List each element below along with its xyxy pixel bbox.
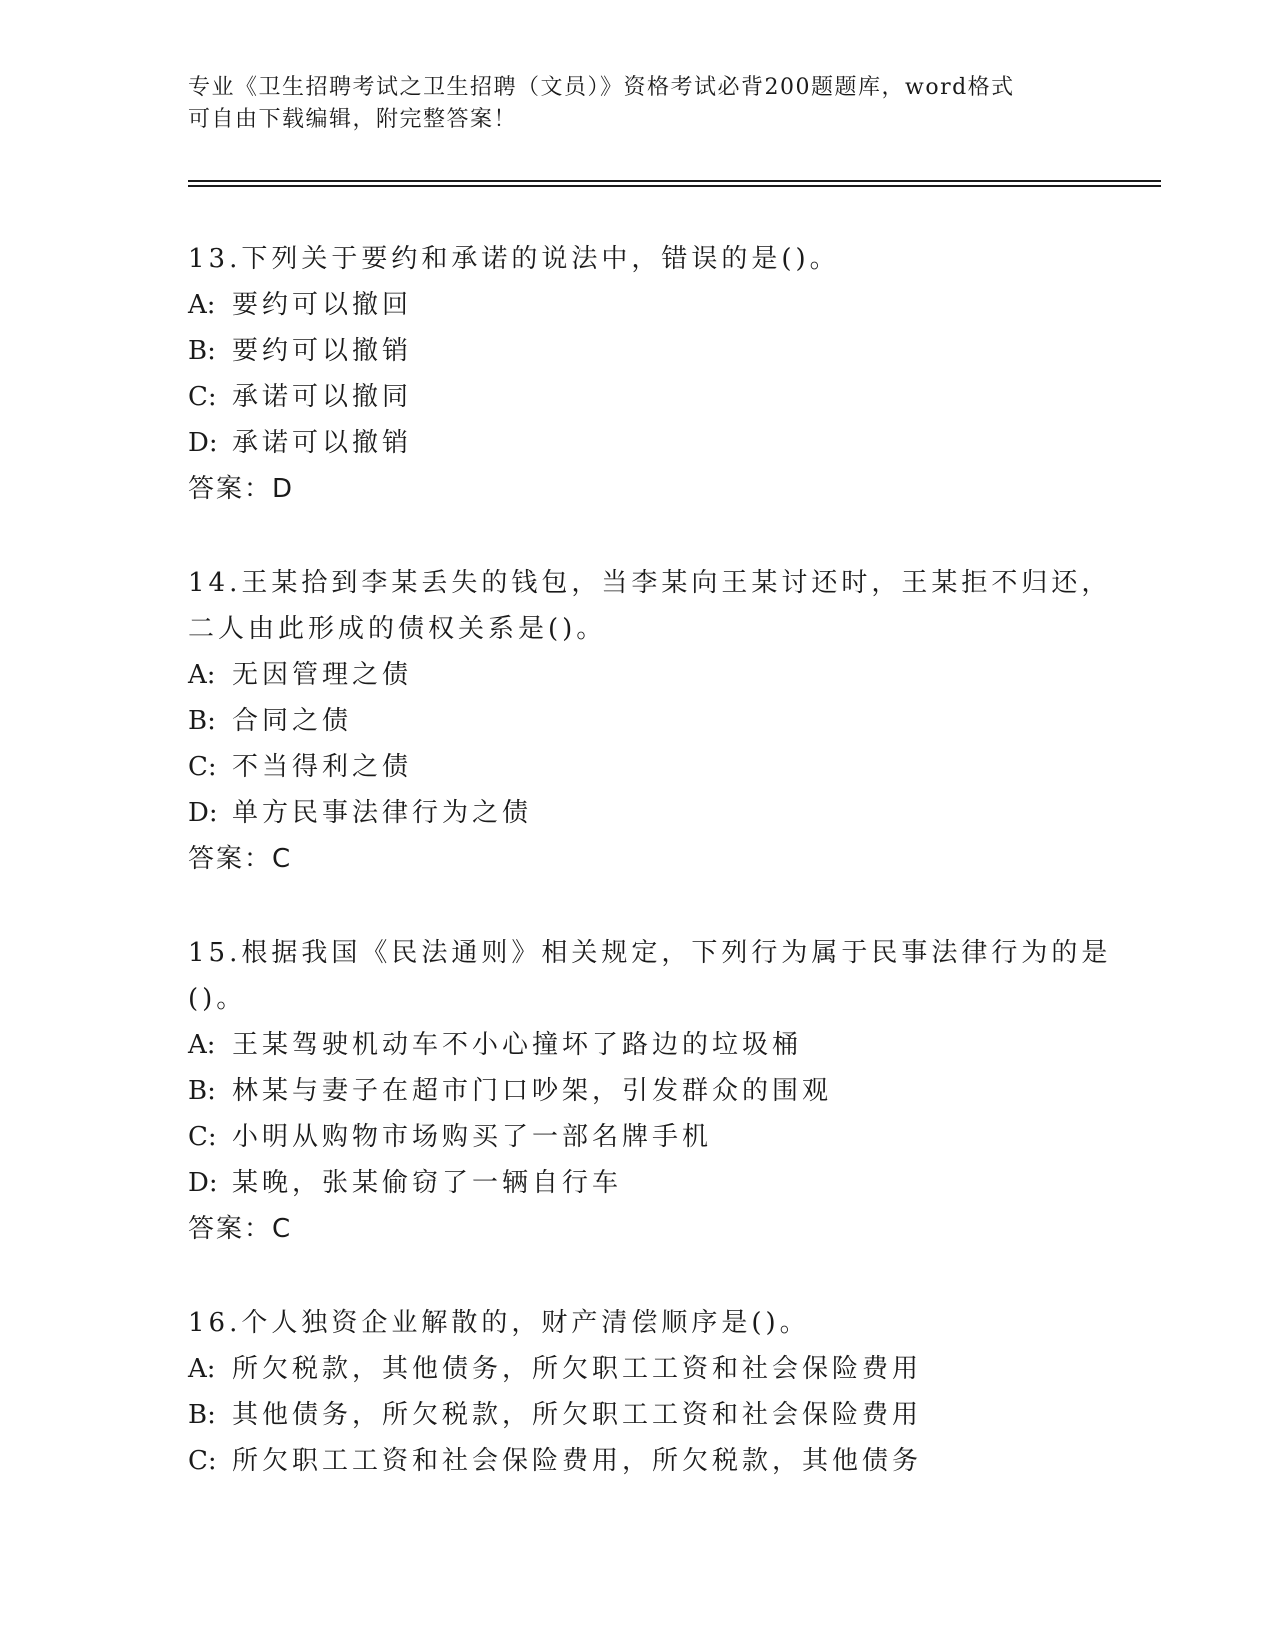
option-text: 不当得利之债 xyxy=(232,752,413,782)
option-text: 合同之债 xyxy=(232,706,353,736)
option-a xyxy=(188,1346,1088,1392)
question-number: 16. xyxy=(188,1308,242,1338)
answer-line: 答案：C xyxy=(188,1214,293,1244)
option-text: 某晚，张某偷窃了一辆自行车 xyxy=(232,1168,623,1198)
question-list xyxy=(188,236,1112,1532)
option-letter: A: xyxy=(188,1354,216,1384)
option-letter: C: xyxy=(188,752,217,782)
question-15 xyxy=(188,930,1112,1252)
option-text: 小明从购物市场购买了一部名牌手机 xyxy=(232,1122,713,1152)
option-letter: A: xyxy=(188,290,216,320)
question-text: 王某拾到李某丢失的钱包，当李某向王某讨还时，王某拒不归还， xyxy=(241,568,1112,598)
option-text: 单方民事法律行为之债 xyxy=(232,798,533,828)
option-c xyxy=(188,374,1088,420)
question-13 xyxy=(188,236,1088,512)
question-number: 14. xyxy=(188,568,242,598)
question-stem xyxy=(188,236,1088,282)
document-header xyxy=(188,72,1088,136)
option-text: 所欠税款，其他债务，所欠职工工资和社会保险费用 xyxy=(232,1354,923,1384)
header-title-line-1: 专业《卫生招聘考试之卫生招聘（文员）》资格考试必背200题题库，word格式 xyxy=(188,75,1015,100)
question-text-continued: 二人由此形成的债权关系是()。 xyxy=(188,614,607,644)
option-letter: B: xyxy=(188,706,216,736)
option-letter: A: xyxy=(188,660,216,690)
question-14 xyxy=(188,560,1112,882)
header-divider-top xyxy=(188,180,1161,182)
option-text: 所欠职工工资和社会保险费用，所欠税款，其他债务 xyxy=(232,1446,923,1476)
option-c xyxy=(188,744,1088,790)
option-text: 王某驾驶机动车不小心撞坏了路边的垃圾桶 xyxy=(232,1030,803,1060)
option-d xyxy=(188,1160,1088,1206)
header-divider-bottom xyxy=(188,185,1161,187)
option-text: 要约可以撤回 xyxy=(232,290,413,320)
option-letter: C: xyxy=(188,1446,217,1476)
option-letter: D: xyxy=(188,428,218,458)
option-a xyxy=(188,282,1088,328)
question-stem xyxy=(188,930,1112,976)
answer-line: 答案：D xyxy=(188,474,295,504)
question-stem xyxy=(188,560,1112,606)
question-text-continued: ()。 xyxy=(188,984,247,1014)
option-b xyxy=(188,328,1088,374)
option-b xyxy=(188,1392,1088,1438)
option-a xyxy=(188,1022,1088,1068)
option-letter: B: xyxy=(188,336,216,366)
header-title-line-2: 可自由下载编辑，附完整答案！ xyxy=(188,107,518,132)
option-letter: D: xyxy=(188,1168,218,1198)
option-text: 其他债务，所欠税款，所欠职工工资和社会保险费用 xyxy=(232,1400,923,1430)
option-a xyxy=(188,652,1088,698)
option-b xyxy=(188,698,1088,744)
question-text: 根据我国《民法通则》相关规定，下列行为属于民事法律行为的是 xyxy=(241,938,1112,968)
option-letter: C: xyxy=(188,1122,217,1152)
option-letter: C: xyxy=(188,382,217,412)
option-b xyxy=(188,1068,1088,1114)
option-text: 无因管理之债 xyxy=(232,660,413,690)
answer-line: 答案：C xyxy=(188,844,293,874)
option-text: 承诺可以撤销 xyxy=(232,428,413,458)
question-number: 13. xyxy=(188,244,242,274)
option-c xyxy=(188,1114,1088,1160)
option-text: 林某与妻子在超市门口吵架，引发群众的围观 xyxy=(232,1076,833,1106)
question-stem xyxy=(188,1300,1088,1346)
question-16 xyxy=(188,1300,1088,1484)
option-letter: A: xyxy=(188,1030,216,1060)
option-text: 要约可以撤销 xyxy=(232,336,413,366)
option-text: 承诺可以撤同 xyxy=(232,382,413,412)
option-letter: D: xyxy=(188,798,218,828)
option-letter: B: xyxy=(188,1400,216,1430)
question-text: 下列关于要约和承诺的说法中，错误的是()。 xyxy=(241,244,840,274)
question-number: 15. xyxy=(188,938,242,968)
option-d xyxy=(188,420,1088,466)
option-d xyxy=(188,790,1088,836)
question-text: 个人独资企业解散的，财产清偿顺序是()。 xyxy=(241,1308,810,1338)
option-letter: B: xyxy=(188,1076,216,1106)
option-c xyxy=(188,1438,1088,1484)
